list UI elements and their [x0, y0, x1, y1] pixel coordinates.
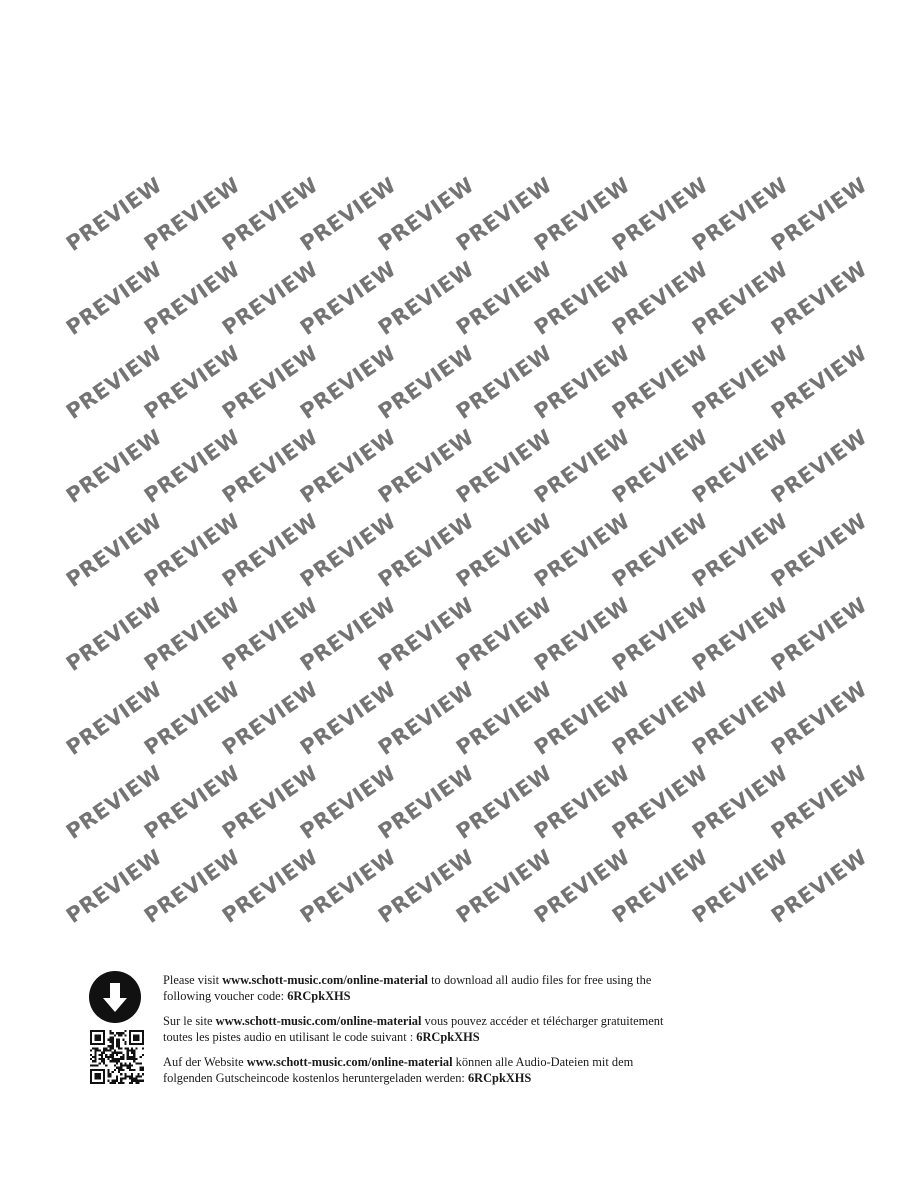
watermark-text: PREVIEW — [373, 424, 479, 509]
watermark-text: PREVIEW — [295, 340, 401, 425]
watermark-text: PREVIEW — [529, 340, 635, 425]
watermark-text: PREVIEW — [139, 340, 245, 425]
instruction-texts — [163, 972, 683, 1095]
watermark-text: PREVIEW — [217, 424, 323, 509]
watermark-text: PREVIEW — [607, 844, 713, 929]
watermark-text: PREVIEW — [139, 760, 245, 845]
instruction-german-prefix: Auf der Website — [163, 1055, 247, 1069]
watermark-text: PREVIEW — [607, 340, 713, 425]
watermark-text: PREVIEW — [61, 592, 167, 677]
watermark-text: PREVIEW — [61, 844, 167, 929]
watermark-text: PREVIEW — [295, 760, 401, 845]
watermark-text: PREVIEW — [295, 424, 401, 509]
watermark-text: PREVIEW — [529, 844, 635, 929]
watermark-text: PREVIEW — [139, 508, 245, 593]
watermark-text: PREVIEW — [139, 172, 245, 257]
instruction-french-middle: vous pouvez accéder et télécharger gratuitement toutes les pistes audio en utilisant le code suivant : — [163, 1014, 664, 1044]
watermark-text: PREVIEW — [529, 592, 635, 677]
watermark-text: PREVIEW — [217, 760, 323, 845]
watermark-text: PREVIEW — [529, 172, 635, 257]
watermark-text: PREVIEW — [766, 256, 872, 341]
watermark-text: PREVIEW — [139, 592, 245, 677]
watermark-text: PREVIEW — [766, 172, 872, 257]
watermark-text: PREVIEW — [451, 256, 557, 341]
watermark-text: PREVIEW — [295, 508, 401, 593]
watermark-text: PREVIEW — [451, 760, 557, 845]
instruction-french-url[interactable]: www.schott-music.com/online-material — [215, 1014, 422, 1028]
watermark-text: PREVIEW — [451, 844, 557, 929]
watermark-text: PREVIEW — [607, 760, 713, 845]
watermark-text: PREVIEW — [687, 844, 793, 929]
watermark-text: PREVIEW — [217, 172, 323, 257]
watermark-text: PREVIEW — [373, 676, 479, 761]
watermark-text: PREVIEW — [766, 592, 872, 677]
watermark-text: PREVIEW — [607, 172, 713, 257]
watermark-text: PREVIEW — [766, 676, 872, 761]
watermark-text: PREVIEW — [295, 844, 401, 929]
watermark-text: PREVIEW — [139, 676, 245, 761]
watermark-text: PREVIEW — [61, 760, 167, 845]
watermark-text: PREVIEW — [529, 256, 635, 341]
instruction-english-code: 6RCpkXHS — [287, 989, 351, 1003]
watermark-text: PREVIEW — [217, 676, 323, 761]
watermark-text: PREVIEW — [451, 508, 557, 593]
instruction-french-code: 6RCpkXHS — [416, 1030, 480, 1044]
watermark-text: PREVIEW — [217, 592, 323, 677]
watermark-text: PREVIEW — [766, 424, 872, 509]
instruction-german-middle: können alle Audio-Dateien mit dem folgenden Gutscheincode kostenlos heruntergeladen werden: — [163, 1055, 634, 1085]
qr-code-icon — [90, 1030, 144, 1084]
instruction-english-url[interactable]: www.schott-music.com/online-material — [222, 973, 428, 987]
watermark-text: PREVIEW — [139, 424, 245, 509]
watermark-text: PREVIEW — [373, 508, 479, 593]
watermark-text: PREVIEW — [529, 676, 635, 761]
watermark-text: PREVIEW — [373, 256, 479, 341]
watermark-text: PREVIEW — [295, 172, 401, 257]
watermark-text: PREVIEW — [217, 508, 323, 593]
instruction-english — [163, 972, 683, 1004]
watermark-text: PREVIEW — [295, 592, 401, 677]
watermark-text: PREVIEW — [607, 676, 713, 761]
instruction-german — [163, 1054, 683, 1086]
watermark-text: PREVIEW — [687, 424, 793, 509]
watermark-text: PREVIEW — [373, 592, 479, 677]
download-arrow-icon — [89, 971, 141, 1023]
watermark-text: PREVIEW — [139, 256, 245, 341]
qr-code-graphic — [90, 1030, 144, 1084]
watermark-text: PREVIEW — [451, 340, 557, 425]
watermark-text: PREVIEW — [217, 256, 323, 341]
watermark-text: PREVIEW — [687, 256, 793, 341]
audio-download-info — [86, 968, 686, 1098]
watermark-text: PREVIEW — [451, 172, 557, 257]
watermark-text: PREVIEW — [217, 844, 323, 929]
watermark-text: PREVIEW — [61, 172, 167, 257]
watermark-text: PREVIEW — [607, 592, 713, 677]
download-arrow-glyph — [89, 971, 141, 1023]
watermark-text: PREVIEW — [373, 844, 479, 929]
watermark-text: PREVIEW — [61, 256, 167, 341]
instruction-german-code: 6RCpkXHS — [467, 1071, 532, 1085]
watermark-text: PREVIEW — [529, 760, 635, 845]
watermark-text: PREVIEW — [607, 424, 713, 509]
watermark-text: PREVIEW — [687, 340, 793, 425]
watermark-text: PREVIEW — [373, 340, 479, 425]
watermark-text: PREVIEW — [295, 256, 401, 341]
watermark-text: PREVIEW — [61, 508, 167, 593]
watermark-text: PREVIEW — [451, 676, 557, 761]
watermark-text: PREVIEW — [61, 340, 167, 425]
watermark-text: PREVIEW — [607, 508, 713, 593]
watermark-text: PREVIEW — [451, 424, 557, 509]
instruction-french-prefix: Sur le site — [163, 1014, 216, 1028]
watermark-text: PREVIEW — [766, 844, 872, 929]
instruction-french — [163, 1013, 683, 1045]
watermark-text: PREVIEW — [529, 508, 635, 593]
watermark-text: PREVIEW — [687, 676, 793, 761]
watermark-text: PREVIEW — [766, 760, 872, 845]
watermark-text: PREVIEW — [766, 508, 872, 593]
watermark-text: PREVIEW — [217, 340, 323, 425]
watermark-text: PREVIEW — [687, 508, 793, 593]
watermark-text: PREVIEW — [607, 256, 713, 341]
instruction-english-prefix: Please visit — [163, 973, 223, 987]
watermark-text: PREVIEW — [61, 676, 167, 761]
watermark-text: PREVIEW — [687, 760, 793, 845]
watermark-text: PREVIEW — [295, 676, 401, 761]
watermark-text: PREVIEW — [61, 424, 167, 509]
instruction-english-middle: to download all audio files for free using the following voucher code: — [163, 973, 652, 1003]
watermark-text: PREVIEW — [766, 340, 872, 425]
watermark-text: PREVIEW — [373, 172, 479, 257]
watermark-text: PREVIEW — [529, 424, 635, 509]
watermark-text: PREVIEW — [139, 844, 245, 929]
watermark-text: PREVIEW — [373, 760, 479, 845]
watermark-text: PREVIEW — [687, 592, 793, 677]
watermark-text: PREVIEW — [687, 172, 793, 257]
watermark-text: PREVIEW — [451, 592, 557, 677]
instruction-german-url[interactable]: www.schott-music.com/online-material — [246, 1055, 453, 1069]
